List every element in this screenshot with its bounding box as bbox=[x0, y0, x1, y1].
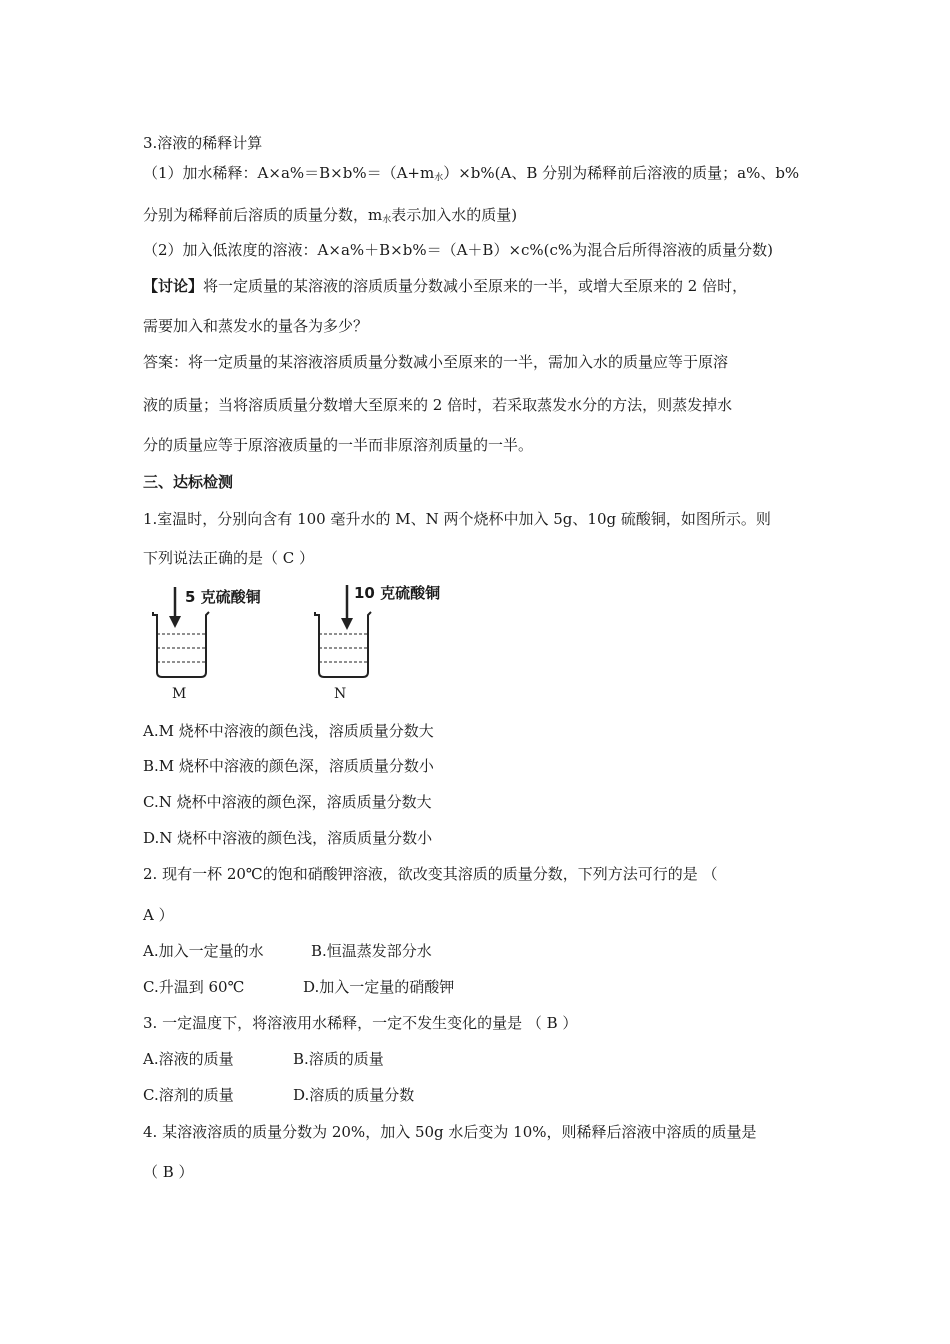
section-title: 3.溶液的稀释计算 bbox=[143, 134, 263, 152]
q2-option-a: A.加入一定量的水 bbox=[143, 942, 264, 960]
answer-line-2: 液的质量；当将溶质质量分数增大至原来的 2 倍时，若采取蒸发水分的方法，则蒸发掉水 bbox=[143, 396, 733, 414]
q1-option-c: C.N 烧杯中溶液的颜色深，溶质质量分数大 bbox=[143, 793, 432, 811]
beaker-m-figure bbox=[143, 582, 283, 682]
beaker-m-caption: M bbox=[172, 686, 187, 702]
beaker-n-caption: N bbox=[334, 686, 347, 702]
discussion-line-2: 需要加入和蒸发水的量各为多少？ bbox=[143, 317, 369, 335]
beaker-n-figure bbox=[310, 580, 470, 680]
discussion-heading: 【讨论】 bbox=[143, 277, 204, 295]
q3-option-b: B.溶质的质量 bbox=[293, 1050, 384, 1068]
section-heading: 三、达标检测 bbox=[143, 473, 234, 491]
q3-option-c: C.溶剂的质量 bbox=[143, 1086, 234, 1104]
subscript-water: 水 bbox=[382, 215, 392, 225]
discussion-line-1 bbox=[143, 276, 747, 296]
q3-option-d: D.溶质的质量分数 bbox=[293, 1086, 415, 1104]
q1-option-a: A.M 烧杯中溶液的颜色浅，溶质质量分数大 bbox=[143, 722, 434, 740]
q2-stem-line-1: 2. 现有一杯 20℃的饱和硝酸钾溶液，欲改变其溶质的质量分数，下列方法可行的是 （ bbox=[143, 865, 718, 883]
q2-options-row-1 bbox=[143, 941, 432, 961]
beaker-m-label: 5 克硫酸铜 bbox=[185, 588, 261, 606]
q2-option-c: C.升温到 60℃ bbox=[143, 978, 245, 996]
formula-1-cont-a: 分别为稀释前后溶质的质量分数，m bbox=[143, 206, 383, 224]
answer-line-1: 答案：将一定质量的某溶液溶质质量分数减小至原来的一半，需加入水的质量应等于原溶 bbox=[143, 353, 729, 371]
dilution-formula-2: （2）加入低浓度的溶液：A×a%＋B×b%＝（A＋B）×c%(c%为混合后所得溶液的质量分数) bbox=[143, 241, 774, 259]
q3-options-row-1 bbox=[143, 1049, 384, 1069]
q2-stem-line-2: A ） bbox=[143, 906, 174, 924]
q4-stem-line-2: （ B ） bbox=[143, 1163, 194, 1181]
subscript-water: 水 bbox=[434, 173, 444, 183]
q1-stem-line-2: 下列说法正确的是（ C ） bbox=[143, 549, 315, 567]
q1-stem-line-1: 1.室温时，分别向含有 100 毫升水的 M、N 两个烧杯中加入 5g、10g 硫酸铜，如图所示。则 bbox=[143, 510, 771, 528]
formula-1-part-a: （1）加水稀释：A×a%＝B×b%＝（A+m bbox=[143, 164, 435, 182]
q1-option-d: D.N 烧杯中溶液的颜色浅，溶质质量分数小 bbox=[143, 829, 433, 847]
q3-option-a: A.溶液的质量 bbox=[143, 1050, 234, 1068]
beaker-n-label: 10 克硫酸铜 bbox=[354, 584, 441, 602]
q2-options-row-2 bbox=[143, 977, 455, 997]
dilution-formula-1 bbox=[143, 163, 799, 188]
q3-options-row-2 bbox=[143, 1085, 415, 1105]
formula-1-part-b: ）×b%(A、B 分别为稀释前后溶液的质量；a%、b% bbox=[443, 164, 800, 182]
q4-stem-line-1: 4. 某溶液溶质的质量分数为 20%，加入 50g 水后变为 10%，则稀释后溶液中溶质的质量是 bbox=[143, 1123, 757, 1141]
q2-option-d: D.加入一定量的硝酸钾 bbox=[303, 978, 455, 996]
formula-1-cont-b: 表示加入水的质量) bbox=[391, 206, 518, 224]
dilution-formula-1-cont bbox=[143, 205, 517, 230]
q1-option-b: B.M 烧杯中溶液的颜色深，溶质质量分数小 bbox=[143, 757, 434, 775]
answer-line-3: 分的质量应等于原溶液质量的一半而非原溶剂质量的一半。 bbox=[143, 436, 534, 454]
q2-option-b: B.恒温蒸发部分水 bbox=[311, 942, 432, 960]
discussion-text-1: 将一定质量的某溶液的溶质质量分数减小至原来的一半，或增大至原来的 2 倍时， bbox=[203, 277, 748, 295]
q3-stem: 3. 一定温度下，将溶液用水稀释，一定不发生变化的量是 （ B ） bbox=[143, 1014, 578, 1032]
